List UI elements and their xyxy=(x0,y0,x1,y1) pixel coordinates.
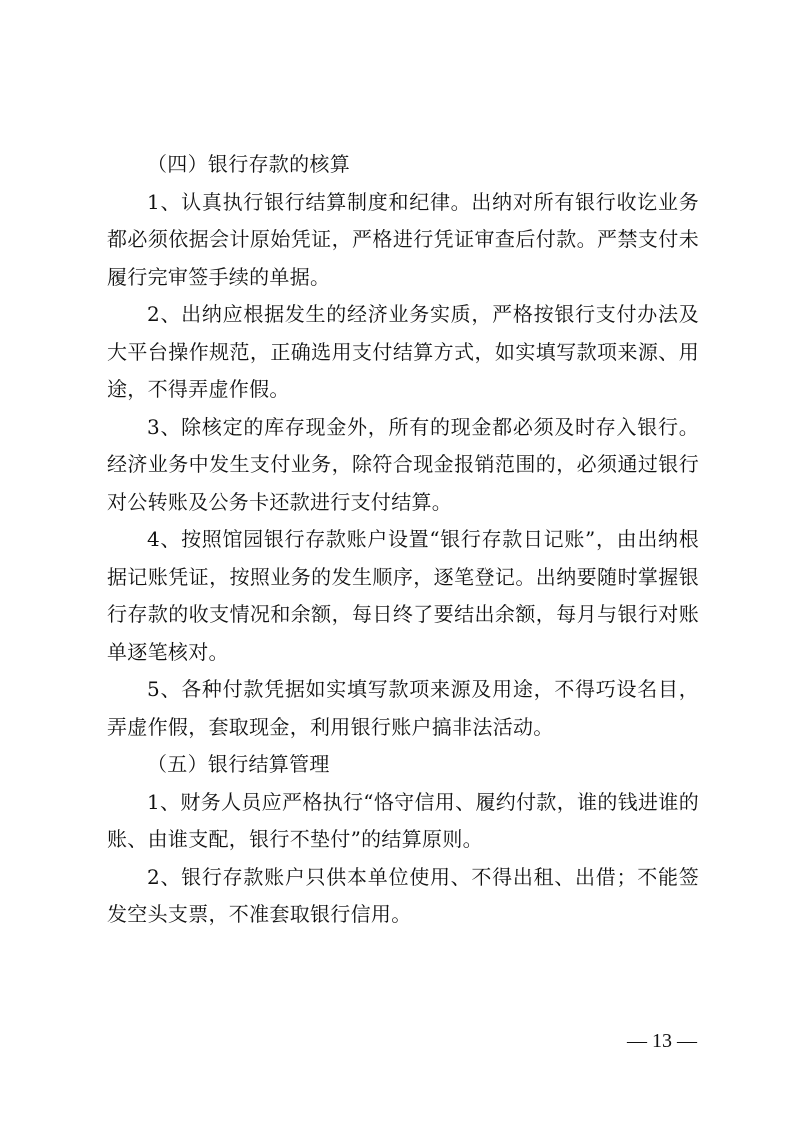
paragraph-4-4: 4、按照馆园银行存款账户设置“银行存款日记账”，由出纳根据记账凭证，按照业务的发生顺序，逐笔登记。出纳要随时掌握银行存款的收支情况和余额，每日终了要结出余额，每月与银行对账单逐笔核对。 xyxy=(107,527,699,664)
page-number: — 13 — xyxy=(627,1030,697,1052)
paragraph-4-3: 3、除核定的库存现金外，所有的现金都必须及时存入银行。经济业务中发生支付业务，除符合现金报销范围的，必须通过银行对公转账及公务卡还款进行支付结算。 xyxy=(107,414,699,514)
paragraph-5-2: 2、银行存款账户只供本单位使用、不得出租、出借；不能签发空头支票，不准套取银行信用。 xyxy=(107,864,699,926)
section-heading-4: （四）银行存款的核算 xyxy=(147,152,350,176)
paragraph-4-1: 1、认真执行银行结算制度和纪律。出纳对所有银行收讫业务都必须依据会计原始凭证，严格进行凭证审查后付款。严禁支付未履行完审签手续的单据。 xyxy=(107,189,699,289)
paragraph-4-5: 5、各种付款凭据如实填写款项来源及用途，不得巧设名目，弄虚作假，套取现金，利用银行账户搞非法活动。 xyxy=(107,677,699,739)
paragraph-4-2: 2、出纳应根据发生的经济业务实质，严格按银行支付办法及大平台操作规范，正确选用支付结算方式，如实填写款项来源、用途，不得弄虚作假。 xyxy=(107,302,699,401)
section-heading-5: （五）银行结算管理 xyxy=(147,752,330,776)
document-body xyxy=(107,146,699,934)
paragraph-5-1: 1、财务人员应严格执行“恪守信用、履约付款，谁的钱进谁的账、由谁支配，银行不垫付”的结算原则。 xyxy=(107,789,699,851)
